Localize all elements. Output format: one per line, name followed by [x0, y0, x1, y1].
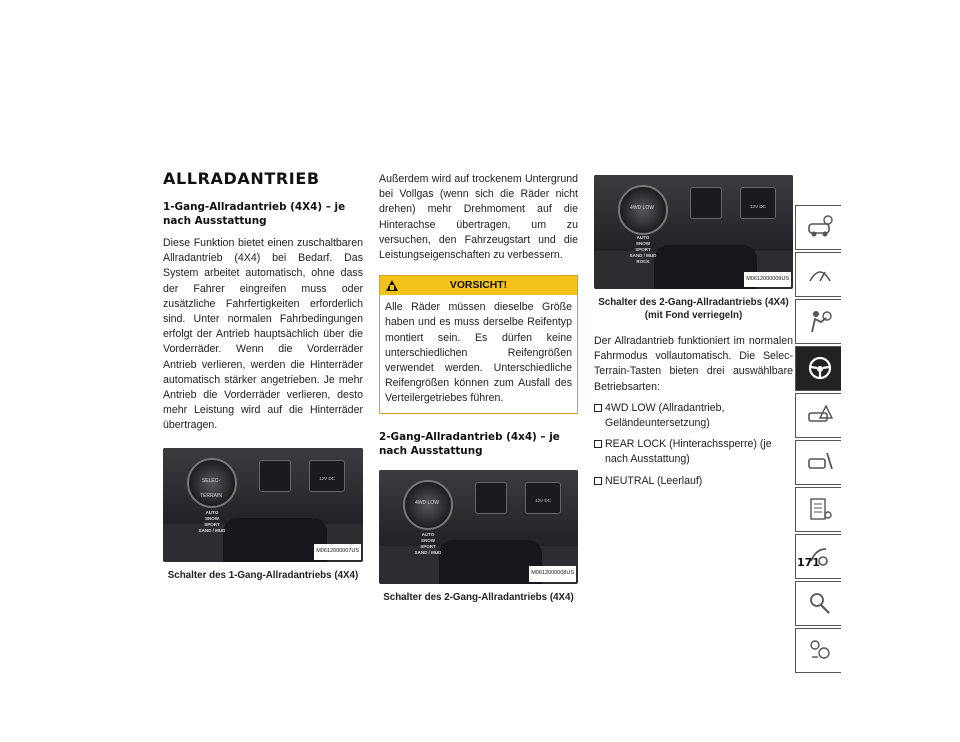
dc-label: 12V DC — [535, 498, 551, 504]
tab-starting-operating[interactable] — [795, 346, 841, 391]
dc-label: 12V DC — [319, 476, 335, 482]
caution-title: VORSICHT! — [449, 280, 508, 292]
section-title: ALLRADANTRIEB — [163, 169, 320, 188]
steering-wheel-icon — [806, 355, 834, 381]
power-outlet-icon — [740, 187, 776, 219]
column-3 — [594, 175, 793, 495]
power-outlet-icon — [525, 482, 561, 514]
list-item — [594, 401, 793, 431]
dashboard-lights-icon — [806, 261, 834, 287]
tab-dashboard[interactable] — [795, 252, 841, 297]
mode-labels — [405, 532, 451, 556]
knob-label: SELEC-TERRAIN — [200, 477, 222, 499]
tab-language[interactable] — [795, 628, 841, 673]
mode-label: SPORT — [420, 543, 436, 549]
power-outlet-icon — [309, 460, 345, 492]
chapter-tabs — [795, 205, 841, 675]
tab-safety[interactable] — [795, 299, 841, 344]
knob-label: 4WD LOW — [415, 499, 439, 506]
mode-label: SAND / MUD — [414, 549, 442, 555]
heading-1-gang: 1-Gang-Allradantrieb (4X4) – je nach Ausstattung — [163, 201, 346, 227]
checkbox-bullet-icon — [594, 440, 602, 448]
mode-label: SNOW — [205, 515, 219, 521]
mode-label: SNOW — [421, 537, 435, 543]
specifications-list-icon — [806, 496, 834, 522]
caution-text: Alle Räder müssen dieselbe Größe haben und es muss derselbe Reifentyp montiert sein. Es dürfen keine unterschiedlichen Reifengrößen verwendet werden. Unterschiedliche Reifengrößen können zum Ausfall des Verteilergetriebes führen. — [385, 301, 572, 405]
mode-options-list — [594, 401, 793, 489]
caution-header — [380, 276, 577, 295]
tab-emergency[interactable] — [795, 393, 841, 438]
figure-2-gang-switch — [379, 470, 578, 584]
car-info-icon — [806, 214, 834, 240]
mode-label: SPORT — [204, 521, 220, 527]
figure-1-gang-switch — [163, 448, 363, 562]
usb-port-icon — [475, 482, 507, 514]
checkbox-bullet-icon — [594, 477, 602, 485]
column-1 — [163, 200, 363, 594]
mode-label: AUTO — [636, 235, 650, 240]
figure-code: M0612000007US — [314, 544, 361, 559]
figure-code: M0612000009US — [744, 272, 791, 287]
figure-caption: Schalter des 1-Gang-Allradantriebs (4X4) — [167, 569, 359, 581]
car-service-icon — [806, 449, 834, 475]
mode-label: ROCK — [636, 259, 650, 264]
tab-index[interactable] — [795, 581, 841, 626]
mode-labels — [189, 510, 235, 534]
usb-port-icon — [690, 187, 722, 219]
mode-label: SNOW — [636, 241, 650, 246]
usb-port-icon — [259, 460, 291, 492]
safety-airbag-icon — [806, 308, 834, 334]
mode-labels — [620, 235, 666, 265]
figure-code: M0612000008US — [529, 566, 576, 581]
paragraph-1-gang: Diese Funktion bietet einen zuschaltbaren Allradantrieb (4X4) bei Bedarf. Das System arbeitet automatisch, ohne dass der Fahrer eingreifen muss oder zusätzliche Fahrfertigkeiten erforderlich sind. Unter normalen Fahrbedingungen erfolgt der Antrieb hauptsächlich über die Vorderräder. Wenn die Vorderräder Antrieb verlieren, werden die Hinterräder automatisch stärker angetrieben. Je mehr Antrieb die Vorderräder verlieren, desto mehr Leistung wird auf die Hinterräder übertragen. — [163, 237, 363, 432]
caution-box — [379, 275, 578, 413]
mode-label: SAND / MUD — [629, 253, 657, 258]
knob-label: 4WD LOW — [630, 205, 654, 211]
checkbox-bullet-icon — [594, 404, 602, 412]
list-item — [594, 437, 793, 467]
list-item — [594, 474, 793, 489]
mode-label: SAND / MUD — [198, 527, 226, 533]
list-item-text: NEUTRAL (Leerlauf) — [605, 474, 703, 487]
list-item-text: REAR LOCK (Hinterachssperre) (je nach Ausstattung) — [605, 438, 772, 466]
tab-specifications[interactable] — [795, 487, 841, 532]
paragraph-modes: Der Allradantrieb funktioniert im normalen Fahrmodus vollautomatisch. Die Selec-Terrain-Tasten bieten drei auswählbare Betriebsarten: — [594, 335, 793, 393]
paragraph-torque: Außerdem wird auf trockenem Untergrund bei Vollgas (wenn sich die Räder nicht drehen) mehr Drehmoment auf die Hinterachse übertragen, um zu versuchen, den Fahrzeugstart und die Leistungseigenschaften zu verbessern. — [379, 173, 578, 262]
list-item-text: 4WD LOW (Allradantrieb, Geländeuntersetzung) — [605, 401, 725, 430]
dc-label: 12V DC — [750, 203, 766, 209]
page-number: 171 — [797, 556, 820, 569]
heading-2-gang: 2-Gang-Allradantrieb (4x4) – je nach Ausstattung — [379, 430, 560, 457]
search-index-icon — [806, 590, 834, 616]
figure-2-gang-switch-rear-lock — [594, 175, 793, 289]
mode-label: AUTO — [421, 531, 435, 537]
mode-label: SPORT — [635, 247, 651, 252]
tab-service[interactable] — [795, 440, 841, 485]
language-icon — [806, 637, 834, 663]
figure-caption: Schalter des 2-Gang-Allradantriebs (4X4) (mit Fond verriegeln) — [598, 297, 789, 321]
tab-car-info[interactable] — [795, 205, 841, 250]
figure-caption: Schalter des 2-Gang-Allradantriebs (4X4) — [383, 591, 574, 603]
column-2 — [379, 172, 578, 616]
mode-label: AUTO — [205, 509, 219, 515]
roadside-emergency-icon — [806, 402, 834, 428]
